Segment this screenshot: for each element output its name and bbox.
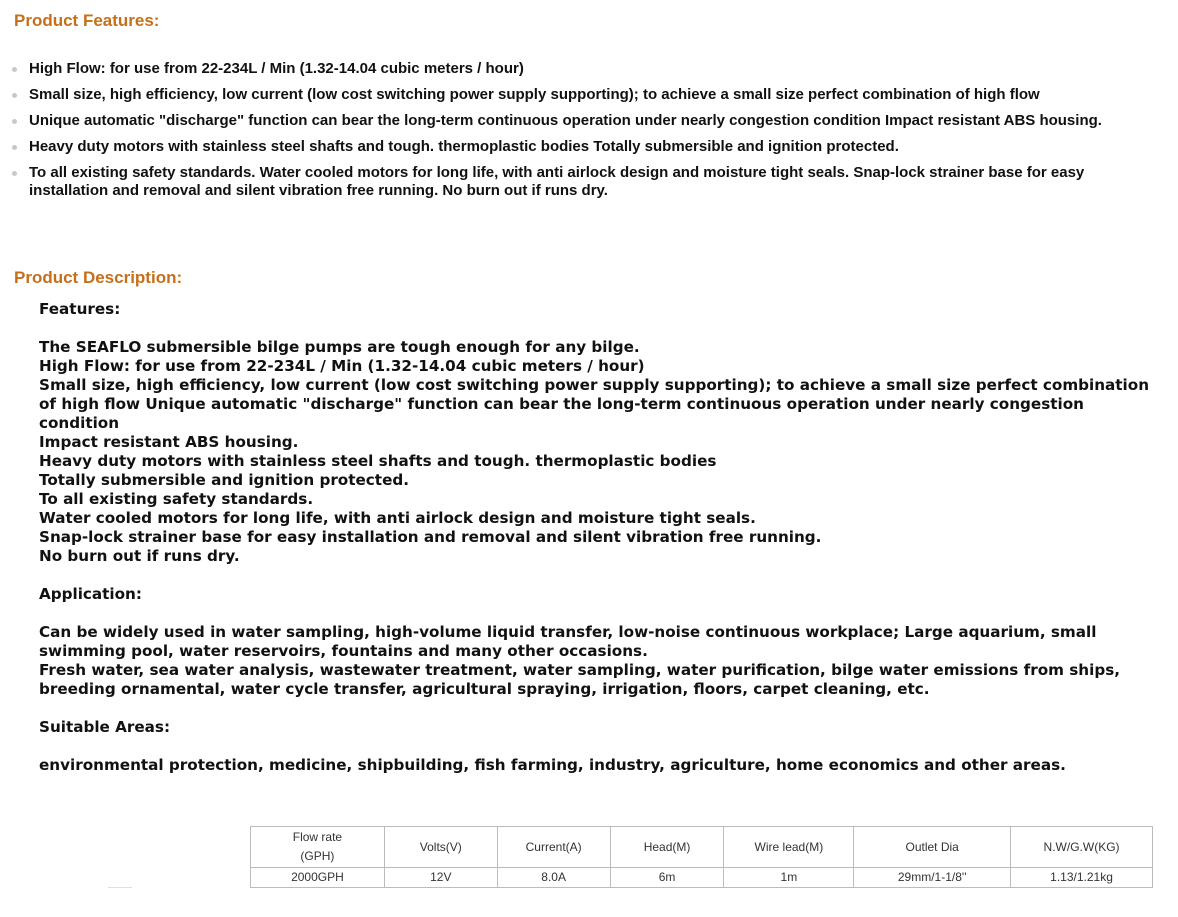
cell-current: 8.0A xyxy=(497,868,610,888)
features-heading: Product Features: xyxy=(14,11,160,30)
cell-weight: 1.13/1.21kg xyxy=(1011,868,1153,888)
description-line: Impact resistant ABS housing. xyxy=(39,433,299,451)
bullet-icon xyxy=(12,171,17,176)
application-line: Fresh water, sea water analysis, wastewater treatment, water sampling, water purification, bilge water emissions from ships, breeding ornamental, water cycle transfer, agricultural spraying, irrigation, floors, carpet cleaning, etc. xyxy=(39,661,1121,698)
header-cell-wire-lead: Wire lead(M) xyxy=(724,827,854,868)
feature-text: Small size, high efficiency, low current (low cost switching power supply supporting); to achieve a small size perfect combination of high flow xyxy=(29,86,1040,103)
header-flow-rate-label: Flow rate xyxy=(292,830,343,844)
cell-wire-lead: 1m xyxy=(724,868,854,888)
feature-text: To all existing safety standards. Water cooled motors for long life, with anti airlock design and moisture tight seals. Snap-lock strainer base for easy installation and removal and silent vibration free running. No burn out if runs dry. xyxy=(29,164,1085,199)
bullet-icon xyxy=(12,119,17,124)
description-body xyxy=(39,300,1149,775)
header-cell-weight: N.W/G.W(KG) xyxy=(1011,827,1153,868)
feature-text: High Flow: for use from 22-234L / Min (1.32-14.04 cubic meters / hour) xyxy=(29,60,524,77)
list-item xyxy=(8,112,1158,130)
header-cell-volts: Volts(V) xyxy=(384,827,497,868)
bullet-icon xyxy=(12,145,17,150)
description-line: Water cooled motors for long life, with anti airlock design and moisture tight seals. xyxy=(39,509,756,527)
description-line: The SEAFLO submersible bilge pumps are tough enough for any bilge. xyxy=(39,338,640,356)
suitable-areas-text: environmental protection, medicine, shipbuilding, fish farming, industry, agriculture, home economics and other areas. xyxy=(39,756,1066,774)
table-header-row xyxy=(251,827,1153,868)
description-line: To all existing safety standards. xyxy=(39,490,314,508)
description-line: No burn out if runs dry. xyxy=(39,547,240,565)
cell-head: 6m xyxy=(610,868,724,888)
description-line: Snap-lock strainer base for easy installation and removal and silent vibration free running. xyxy=(39,528,822,546)
list-item xyxy=(8,60,1158,78)
description-line: Small size, high efficiency, low current (low cost switching power supply supporting); to achieve a small size perfect combination of high flow Unique automatic "discharge" function can bear the long-term continuous operation under nearly congestion condition xyxy=(39,376,1150,432)
spec-table xyxy=(250,826,1153,888)
description-line: High Flow: for use from 22-234L / Min (1.32-14.04 cubic meters / hour) xyxy=(39,357,645,375)
features-list xyxy=(8,60,1158,208)
list-item xyxy=(8,164,1158,200)
cell-flow-rate: 2000GPH xyxy=(251,868,385,888)
header-cell-head: Head(M) xyxy=(610,827,724,868)
description-heading: Product Description: xyxy=(14,268,183,287)
feature-text: Unique automatic "discharge" function can bear the long-term continuous operation under nearly congestion condition Impact resistant ABS housing. xyxy=(29,112,1102,129)
cell-volts: 12V xyxy=(384,868,497,888)
bullet-icon xyxy=(12,67,17,72)
feature-text: Heavy duty motors with stainless steel shafts and tough. thermoplastic bodies Totally submersible and ignition protected. xyxy=(29,138,899,155)
application-line: Can be widely used in water sampling, high-volume liquid transfer, low-noise continuous workplace; Large aquarium, small swimming pool, water reservoirs, fountains and many other occasions. xyxy=(39,623,1097,660)
table-row xyxy=(251,868,1153,888)
header-flow-rate-unit: (GPH) xyxy=(300,849,335,863)
description-line: Heavy duty motors with stainless steel shafts and tough. thermoplastic bodies xyxy=(39,452,717,470)
features-subtitle: Features: xyxy=(39,300,121,318)
list-item xyxy=(8,138,1158,156)
header-cell-current: Current(A) xyxy=(497,827,610,868)
header-cell-flow-rate xyxy=(251,827,385,868)
description-line: Totally submersible and ignition protected. xyxy=(39,471,410,489)
header-cell-outlet-dia: Outlet Dia xyxy=(854,827,1011,868)
bullet-icon xyxy=(12,93,17,98)
list-item xyxy=(8,86,1158,104)
application-subtitle: Application: xyxy=(39,585,142,603)
divider xyxy=(108,887,132,888)
suitable-areas-subtitle: Suitable Areas: xyxy=(39,718,171,736)
cell-outlet-dia: 29mm/1-1/8'' xyxy=(854,868,1011,888)
